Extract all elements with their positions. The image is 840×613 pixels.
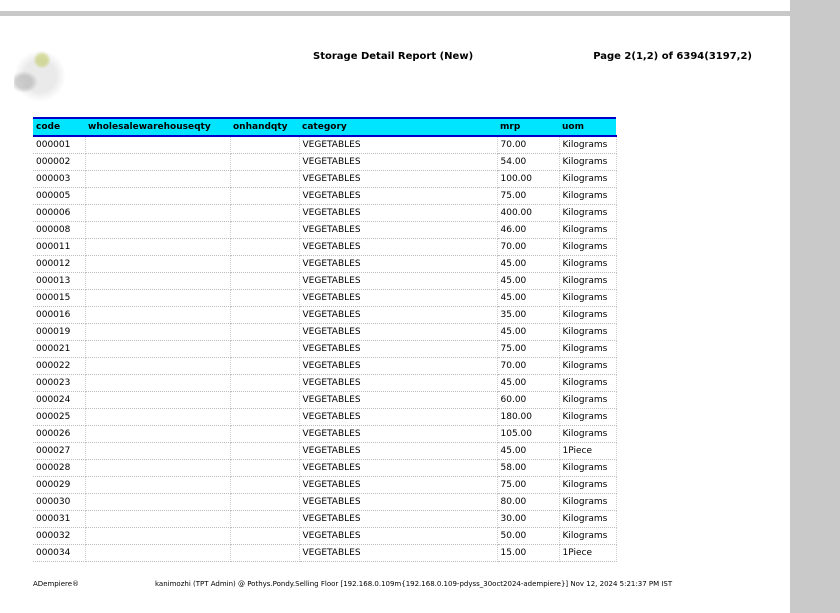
cell-onhandqty	[230, 511, 299, 528]
cell-code: 000008	[33, 222, 85, 239]
table-row	[33, 188, 616, 205]
cell-wholesalewarehouseqty	[85, 205, 230, 222]
table-row	[33, 273, 616, 290]
cell-code: 000006	[33, 205, 85, 222]
cell-uom: Kilograms	[559, 477, 616, 494]
cell-wholesalewarehouseqty	[85, 222, 230, 239]
cell-wholesalewarehouseqty	[85, 545, 230, 562]
cell-wholesalewarehouseqty	[85, 494, 230, 511]
cell-onhandqty	[230, 222, 299, 239]
cell-code: 000029	[33, 477, 85, 494]
cell-wholesalewarehouseqty	[85, 477, 230, 494]
cell-uom: Kilograms	[559, 528, 616, 545]
cell-wholesalewarehouseqty	[85, 273, 230, 290]
column-header-code: code	[33, 118, 85, 136]
cell-wholesalewarehouseqty	[85, 528, 230, 545]
column-header-uom: uom	[559, 118, 616, 136]
cell-mrp: 100.00	[497, 171, 559, 188]
cell-wholesalewarehouseqty	[85, 154, 230, 171]
cell-code: 000030	[33, 494, 85, 511]
cell-category: VEGETABLES	[299, 409, 497, 426]
cell-category: VEGETABLES	[299, 358, 497, 375]
column-header-onhandqty: onhandqty	[230, 118, 299, 136]
cell-uom: Kilograms	[559, 290, 616, 307]
cell-wholesalewarehouseqty	[85, 409, 230, 426]
cell-onhandqty	[230, 477, 299, 494]
cell-mrp: 60.00	[497, 392, 559, 409]
cell-onhandqty	[230, 426, 299, 443]
cell-category: VEGETABLES	[299, 256, 497, 273]
cell-code: 000005	[33, 188, 85, 205]
cell-code: 000012	[33, 256, 85, 273]
cell-category: VEGETABLES	[299, 511, 497, 528]
cell-category: VEGETABLES	[299, 222, 497, 239]
cell-code: 000026	[33, 426, 85, 443]
cell-wholesalewarehouseqty	[85, 341, 230, 358]
cell-uom: Kilograms	[559, 358, 616, 375]
cell-category: VEGETABLES	[299, 290, 497, 307]
cell-uom: Kilograms	[559, 136, 616, 154]
cell-onhandqty	[230, 290, 299, 307]
cell-onhandqty	[230, 545, 299, 562]
cell-mrp: 80.00	[497, 494, 559, 511]
report-table	[33, 117, 617, 562]
cell-mrp: 45.00	[497, 375, 559, 392]
cell-mrp: 70.00	[497, 239, 559, 256]
cell-mrp: 105.00	[497, 426, 559, 443]
cell-wholesalewarehouseqty	[85, 375, 230, 392]
column-header-category: category	[299, 118, 497, 136]
table-row	[33, 136, 616, 154]
report-table-body	[33, 136, 616, 562]
cell-mrp: 45.00	[497, 290, 559, 307]
cell-code: 000011	[33, 239, 85, 256]
table-row	[33, 545, 616, 562]
table-row	[33, 409, 616, 426]
cell-category: VEGETABLES	[299, 136, 497, 154]
cell-uom: Kilograms	[559, 324, 616, 341]
cell-wholesalewarehouseqty	[85, 256, 230, 273]
table-row	[33, 460, 616, 477]
cell-code: 000024	[33, 392, 85, 409]
cell-onhandqty	[230, 443, 299, 460]
cell-wholesalewarehouseqty	[85, 171, 230, 188]
cell-mrp: 58.00	[497, 460, 559, 477]
cell-code: 000003	[33, 171, 85, 188]
cell-mrp: 70.00	[497, 136, 559, 154]
cell-category: VEGETABLES	[299, 494, 497, 511]
table-row	[33, 171, 616, 188]
cell-uom: Kilograms	[559, 375, 616, 392]
cell-category: VEGETABLES	[299, 324, 497, 341]
cell-uom: Kilograms	[559, 494, 616, 511]
cell-uom: Kilograms	[559, 188, 616, 205]
cell-onhandqty	[230, 205, 299, 222]
cell-wholesalewarehouseqty	[85, 307, 230, 324]
table-row	[33, 154, 616, 171]
cell-wholesalewarehouseqty	[85, 290, 230, 307]
cell-code: 000032	[33, 528, 85, 545]
cell-category: VEGETABLES	[299, 545, 497, 562]
table-row	[33, 239, 616, 256]
cell-onhandqty	[230, 341, 299, 358]
cell-mrp: 45.00	[497, 443, 559, 460]
cell-uom: Kilograms	[559, 460, 616, 477]
report-title: Storage Detail Report (New)	[313, 51, 474, 62]
cell-uom: 1Piece	[559, 545, 616, 562]
cell-code: 000013	[33, 273, 85, 290]
table-row	[33, 341, 616, 358]
table-row	[33, 511, 616, 528]
cell-onhandqty	[230, 392, 299, 409]
cell-onhandqty	[230, 239, 299, 256]
cell-uom: Kilograms	[559, 171, 616, 188]
footer-session-info: kanimozhi (TPT Admin) @ Pothys.Pondy.Selling Floor [192.168.0.109m{192.168.0.109-pdyss_30oct2024-adempiere}] Nov 12, 2024 5:21:37 PM IST	[155, 580, 673, 588]
cell-mrp: 46.00	[497, 222, 559, 239]
cell-onhandqty	[230, 375, 299, 392]
cell-category: VEGETABLES	[299, 154, 497, 171]
cell-wholesalewarehouseqty	[85, 511, 230, 528]
cell-mrp: 35.00	[497, 307, 559, 324]
table-row	[33, 307, 616, 324]
cell-mrp: 75.00	[497, 188, 559, 205]
table-row	[33, 528, 616, 545]
cell-mrp: 45.00	[497, 324, 559, 341]
cell-mrp: 45.00	[497, 256, 559, 273]
cell-uom: Kilograms	[559, 392, 616, 409]
cell-wholesalewarehouseqty	[85, 426, 230, 443]
cell-wholesalewarehouseqty	[85, 358, 230, 375]
cell-uom: Kilograms	[559, 222, 616, 239]
table-row	[33, 358, 616, 375]
table-row	[33, 205, 616, 222]
cell-uom: Kilograms	[559, 511, 616, 528]
cell-category: VEGETABLES	[299, 239, 497, 256]
cell-category: VEGETABLES	[299, 171, 497, 188]
cell-onhandqty	[230, 460, 299, 477]
cell-uom: Kilograms	[559, 426, 616, 443]
cell-onhandqty	[230, 154, 299, 171]
cell-uom: Kilograms	[559, 409, 616, 426]
column-header-mrp: mrp	[497, 118, 559, 136]
cell-code: 000002	[33, 154, 85, 171]
cell-mrp: 400.00	[497, 205, 559, 222]
footer-brand: ADempiere®	[33, 580, 80, 588]
cell-wholesalewarehouseqty	[85, 136, 230, 154]
cell-category: VEGETABLES	[299, 477, 497, 494]
cell-category: VEGETABLES	[299, 443, 497, 460]
cell-onhandqty	[230, 358, 299, 375]
cell-code: 000034	[33, 545, 85, 562]
cell-category: VEGETABLES	[299, 392, 497, 409]
cell-category: VEGETABLES	[299, 375, 497, 392]
table-row	[33, 477, 616, 494]
cell-mrp: 75.00	[497, 477, 559, 494]
table-row	[33, 443, 616, 460]
cell-onhandqty	[230, 188, 299, 205]
column-header-wholesalewarehouseqty: wholesalewarehouseqty	[85, 118, 230, 136]
table-row	[33, 324, 616, 341]
table-row	[33, 256, 616, 273]
table-header-row	[33, 118, 616, 136]
cell-wholesalewarehouseqty	[85, 188, 230, 205]
cell-mrp: 180.00	[497, 409, 559, 426]
cell-code: 000022	[33, 358, 85, 375]
cell-code: 000015	[33, 290, 85, 307]
cell-code: 000031	[33, 511, 85, 528]
cell-onhandqty	[230, 273, 299, 290]
cell-onhandqty	[230, 307, 299, 324]
cell-onhandqty	[230, 494, 299, 511]
table-row	[33, 222, 616, 239]
cell-mrp: 50.00	[497, 528, 559, 545]
table-row	[33, 426, 616, 443]
cell-category: VEGETABLES	[299, 307, 497, 324]
table-row	[33, 494, 616, 511]
cell-wholesalewarehouseqty	[85, 239, 230, 256]
cell-code: 000023	[33, 375, 85, 392]
cell-wholesalewarehouseqty	[85, 443, 230, 460]
cell-mrp: 70.00	[497, 358, 559, 375]
cell-uom: Kilograms	[559, 205, 616, 222]
cell-onhandqty	[230, 136, 299, 154]
cell-code: 000028	[33, 460, 85, 477]
cell-onhandqty	[230, 528, 299, 545]
cell-category: VEGETABLES	[299, 528, 497, 545]
cell-code: 000025	[33, 409, 85, 426]
cell-code: 000001	[33, 136, 85, 154]
cell-category: VEGETABLES	[299, 188, 497, 205]
cell-category: VEGETABLES	[299, 205, 497, 222]
cell-mrp: 75.00	[497, 341, 559, 358]
company-logo	[14, 46, 70, 104]
cell-uom: Kilograms	[559, 154, 616, 171]
cell-code: 000016	[33, 307, 85, 324]
cell-category: VEGETABLES	[299, 460, 497, 477]
page-info: Page 2(1,2) of 6394(3197,2)	[593, 51, 752, 62]
cell-uom: Kilograms	[559, 307, 616, 324]
cell-uom: Kilograms	[559, 273, 616, 290]
table-row	[33, 290, 616, 307]
cell-onhandqty	[230, 256, 299, 273]
cell-code: 000027	[33, 443, 85, 460]
cell-onhandqty	[230, 171, 299, 188]
cell-onhandqty	[230, 324, 299, 341]
cell-mrp: 30.00	[497, 511, 559, 528]
cell-code: 000019	[33, 324, 85, 341]
scrollbar-track[interactable]	[790, 0, 840, 613]
cell-wholesalewarehouseqty	[85, 460, 230, 477]
cell-mrp: 15.00	[497, 545, 559, 562]
cell-mrp: 54.00	[497, 154, 559, 171]
cell-category: VEGETABLES	[299, 341, 497, 358]
cell-category: VEGETABLES	[299, 273, 497, 290]
cell-uom: Kilograms	[559, 341, 616, 358]
cell-wholesalewarehouseqty	[85, 392, 230, 409]
cell-mrp: 45.00	[497, 273, 559, 290]
cell-wholesalewarehouseqty	[85, 324, 230, 341]
cell-uom: Kilograms	[559, 239, 616, 256]
cell-uom: 1Piece	[559, 443, 616, 460]
cell-uom: Kilograms	[559, 256, 616, 273]
table-row	[33, 392, 616, 409]
cell-category: VEGETABLES	[299, 426, 497, 443]
table-row	[33, 375, 616, 392]
cell-code: 000021	[33, 341, 85, 358]
cell-onhandqty	[230, 409, 299, 426]
top-rule	[0, 11, 790, 16]
